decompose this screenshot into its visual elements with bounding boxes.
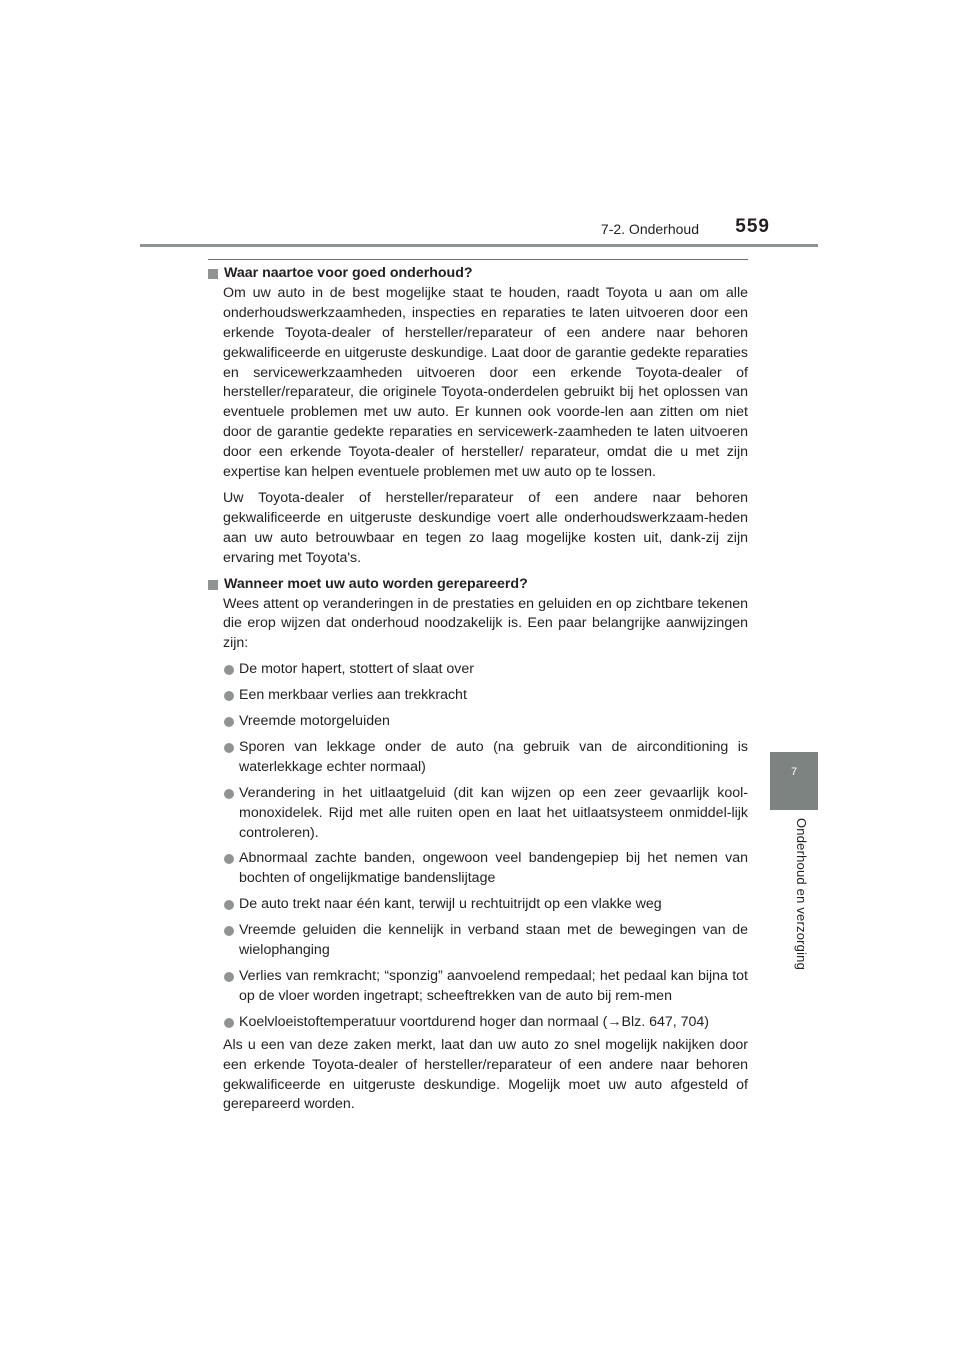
page-number: 559: [735, 216, 770, 237]
bullet-dot-icon: [224, 926, 234, 936]
section-heading: [208, 264, 748, 284]
symptom-list: [208, 660, 748, 1033]
square-bullet-icon: [208, 580, 218, 590]
bullet-dot-icon: [224, 900, 234, 910]
section-heading-text: Wanneer moet uw auto worden gerepareerd?: [224, 575, 528, 592]
paragraph: Om uw auto in de best mogelijke staat te houden, raadt Toyota u aan om alle onderhoudswerkzaamheden, inspecties en reparaties te laten uitvoeren door een erkende Toyota-dealer of hersteller/reparateur of een andere naar behoren gekwalificeerde en uitgeruste deskundige. Laat door de garantie gedekte reparaties en servicewerkzaamheden uitvoeren door een erkende Toyota-dealer of hersteller/reparateur, die originele Toyota-onderdelen gebruikt bij het oplossen van eventuele problemen met uw auto. Er kunnen ook voorde-len aan zitten om niet door de garantie gedekte reparaties en servicewerk-zaamheden te laten uitvoeren door een erkende Toyota-dealer of hersteller/ reparateur, omdat die u met zijn expertise kan helpen eventuele problemen met uw auto op te lossen.: [223, 284, 748, 481]
bullet-dot-icon: [224, 789, 234, 799]
chapter-label: Onderhoud en verzorging: [794, 818, 809, 971]
paragraph: Wees attent op veranderingen in de prestaties en geluiden en op zichtbare tekenen die erop wijzen dat onderhoud noodzakelijk is. Een paar belangrijke aanwijzingen zijn:: [223, 595, 748, 652]
square-bullet-icon: [208, 269, 218, 279]
bullet-dot-icon: [224, 691, 234, 701]
section-title: 7-2. Onderhoud: [600, 221, 699, 237]
content-rule: [208, 259, 748, 260]
section-heading-text: Waar naartoe voor goed onderhoud?: [224, 265, 473, 281]
header-rule: [140, 244, 818, 247]
list-item: Vreemde motorgeluiden: [208, 712, 748, 732]
list-item: De motor hapert, stottert of slaat over: [208, 660, 748, 680]
paragraph: Uw Toyota-dealer of hersteller/reparateur of een andere naar behoren gekwalificeerde en uitgeruste deskundige voert alle onderhoudswerkzaam-heden aan uw auto betrouwbaar en tegen zo laag mogelijke kosten uit, dank-zij zijn ervaring met Toyota's.: [223, 489, 748, 566]
list-item: Abnormaal zachte banden, ongewoon veel bandengepiep bij het nemen van bochten of ongelijkmatige bandenslijtage: [208, 849, 748, 889]
list-item: De auto trekt naar één kant, terwijl u rechtuitrijdt op een vlakke weg: [208, 895, 748, 915]
bullet-dot-icon: [224, 743, 234, 753]
section-when-to-repair: [208, 575, 748, 1116]
chapter-tab: [770, 752, 818, 810]
list-item: Sporen van lekkage onder de auto (na gebruik van de airconditioning is waterlekkage echter normaal): [208, 738, 748, 778]
chapter-number: 7: [790, 766, 798, 778]
list-item: Vreemde geluiden die kennelijk in verband staan met de bewegingen van de wielophanging: [208, 921, 748, 961]
page-content: [208, 264, 748, 1121]
list-item: Verandering in het uitlaatgeluid (dit kan wijzen op een zeer gevaarlijk kool-monoxidelek. Rijd met alle ruiten open en laat het uitlaatsysteem onmiddel-lijk controleren).: [208, 784, 748, 844]
bullet-dot-icon: [224, 972, 234, 982]
section-heading: [208, 575, 748, 595]
list-item: Koelvloeistoftemperatuur voortdurend hoger dan normaal (→Blz. 647, 704): [208, 1013, 748, 1033]
bullet-dot-icon: [224, 1018, 234, 1028]
bullet-dot-icon: [224, 665, 234, 675]
section-maintenance-location: [208, 264, 748, 569]
list-item: Een merkbaar verlies aan trekkracht: [208, 686, 748, 706]
list-item: Verlies van remkracht; “sponzig” aanvoelend rempedaal; het pedaal kan bijna tot op de vloer worden ingetrapt; scheeftrekken van de auto bij rem-men: [208, 967, 748, 1007]
bullet-dot-icon: [224, 717, 234, 727]
bullet-dot-icon: [224, 854, 234, 864]
closing-paragraph: Als u een van deze zaken merkt, laat dan uw auto zo snel mogelijk nakijken door een erkende Toyota-dealer of hersteller/reparateur of een andere naar behoren gekwalificeerde en uitgeruste deskundige. Mogelijk moet uw auto afgesteld of gerepareerd worden.: [223, 1036, 748, 1113]
